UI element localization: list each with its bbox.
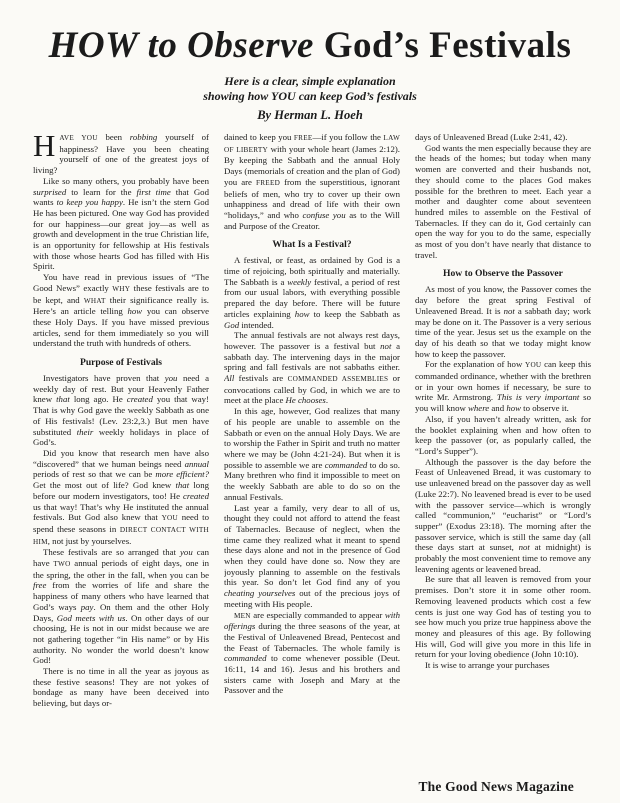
article-paragraph: As most of you know, the Passover comes the day before the great spring Festival of Unleavened Bread. It is not a sabbath day; work may be done on it. The Passover is a very serious time of the year. Jesus set us the example on the day of his death so that we today might know how to keep the passover. <box>415 284 591 359</box>
article-paragraph: HAVE YOU been robbing yourself of happiness? Have you been cheating yourself of one of the greatest joys of living? <box>33 132 209 176</box>
byline: By Herman L. Hoeh <box>257 108 363 122</box>
article-paragraph: For the explanation of how YOU can keep this commanded ordinance, whether with the brethren or in your own homes if necessary, be sure to write Mr. Armstrong. This is very important so you will know where and how to observe it. <box>415 359 591 414</box>
article-paragraph: Last year a family, very dear to all of us, thought they could not afford to attend the feast of Tabernacles. Because of neglect, when the time came they realized what it meant to spend these days alone and not in the presence of God when they could have done so. Now they are joyously planning to assemble on the festivals this year. So don’t let God find any of you cheating yourselves out of the precious joys of meeting with His people. <box>224 502 400 609</box>
dropcap-letter: H <box>33 132 56 163</box>
article-title-roman-part: God’s Festivals <box>313 25 572 66</box>
section-heading: How to Observe the Passover <box>443 268 563 280</box>
article-paragraph: Also, if you haven’t already written, ask for the booklet explaining when and how often to keep the passover (or, as popularly called, the “Lord’s Supper”). <box>415 413 591 456</box>
article-paragraph: Did you know that research men have also “discovered” that we human beings need annual periods of rest so that we can be more efficient? Get the most out of life? God knew that long before our modern investigators, too! He created us that way! That’s why He instituted the annual festivals. But God also knew that YOU need to spend these seasons in DIRECT CONTACT WITH HIM, not just by yourselves. <box>33 447 209 546</box>
subtitle-line-1: Here is a clear, simple explanation <box>224 74 396 88</box>
article-paragraph: It is wise to arrange your purchases <box>425 660 550 671</box>
article-paragraph: A festival, or feast, as ordained by God is a time of rejoicing, both spiritually and materially. The Sabbath is a weekly festival, a period of rest from our usual labors, with everything possible prepared the day before. There will be future articles explaining how to keep the Sabbath as God intended. <box>224 255 400 330</box>
article-paragraph: Be sure that all leaven is removed from your premises. Don’t store it in some other room. Removing leavened products which cost a few cents is just one way God has of testing you to see how much you prize true happiness above the money and pleasures of this age. By following His will, God will give you more in this life in return for your loving obedience (John 10:10). <box>415 574 591 660</box>
section-heading: What Is a Festival? <box>272 239 352 251</box>
article-column-1 <box>33 132 209 792</box>
article-paragraph: days of Unleavened Bread (Luke 2:41, 42). <box>415 132 568 142</box>
article-paragraph: These festivals are so arranged that you can have TWO annual periods of eight days, one in the spring, the other in the fall, when you can be free from the worries of life and share the happiness of many others who have learned that God’s ways pay. On them and the other Holy Days, God meets with us. On other days of our choosing, He is not in our midst because we are not gathering together “in His name” or by His authority. No wonder the world doesn’t know God! <box>33 547 209 666</box>
article-paragraph: dained to keep you FREE—if you follow the LAW OF LIBERTY with your whole heart (James 2:12). By keeping the Sabbath and the annual Holy Days (memorials of creation and the plan of God) you are FREED from the superstitious, ignorant beliefs of men, who try to cover up their own unhappiness and dread of life with their own “holidays,” and who confuse you as to the Will and Purpose of the Creator. <box>224 132 400 231</box>
article-paragraph: God wants the men especially because they are the heads of the homes; but today when many women are converted and their husbands not, they should come to the places God makes possible for the brethren to meet. Each year a mother and daughter come about seventeen hundred miles to assemble on the Festival of Tabernacles. If they can do it, God certainly can open the way for you to do the same, especially as most of you don’t have nearly that distance to travel. <box>415 142 591 260</box>
article-paragraph: The annual festivals are not always rest days, however. The passover is a festival but not a sabbath day. The intervening days in the major spring and fall festivals are not sabbaths either. All festivals are COMMANDED ASSEMBLIES or convocations called by God, in which we are to meet at the place He chooses. <box>224 330 400 406</box>
subtitle-line-2: showing how YOU can keep God’s festivals <box>203 89 417 103</box>
article-column-3 <box>415 132 591 792</box>
article-title-italic-part: HOW to Observe <box>48 25 314 66</box>
article-paragraph: In this age, however, God realizes that many of his people are unable to assemble on the Sabbath or even on the annual Holy Days. We are to worship the Father in Spirit and truth no matter where we may be (John 4:21-24). But when it is possible to assemble we are commanded to do so. Many brethren who find it impossible to meet on the weekly Sabbath are able to do so on the annual Festivals. <box>224 406 400 502</box>
article-paragraph: You have read in previous issues of “The Good News” exactly WHY these festivals are to be kept, and WHAT their significance really is. Here’s an article telling how you can observe these Holy Days. If you have missed previous articles, send for them immediately so you will understand the truth with hundreds of others. <box>33 272 209 349</box>
article-paragraph: Like so many others, you probably have been surprised to learn for the first time that God wants to keep you happy. He isn’t the stern God He has been pictured. One way God has provided for our happiness—our great joy—as well as growth and development in the true Christian life, is an opportunity for fellowship at His festivals with those whose hearts God has filled with His Spirit. <box>33 175 209 272</box>
magazine-name: The Good News Magazine <box>418 779 574 794</box>
article-title <box>0 0 620 66</box>
article-paragraph: There is no time in all the year as joyous as these festive seasons! They are not yokes of bondage as many have been deceived into believing, but days or- <box>33 666 209 709</box>
article-paragraph: Although the passover is the day before the Feast of Unleavened Bread, it was customary to use unleavened bread on the passover day as well (Luke 22:7). No leavened bread is ever to be used with the passover service—which is wrongly called “communion,” “eucharist” or “Lord’s supper” (Exodus 23:18). The morning after the passover service, which is still the same day (all these days start at sunset, not at midnight) is probably the most convenient time to remove any leavening agents or leavened bread. <box>415 456 591 574</box>
article-column-2 <box>224 132 400 792</box>
article-subtitle <box>0 74 620 104</box>
section-heading: Purpose of Festivals <box>79 357 163 369</box>
article-paragraph: MEN are especially commanded to appear with offerings during the three seasons of the year, at the Festival of Unleavened Bread, Pentecost and the Feast of Tabernacles. The whole family is commanded to come whenever possible (Deut. 16:11, 14 and 16). Jesus and his brothers and sisters came with Joseph and Mary at the Passover and the <box>224 609 400 696</box>
article-body <box>0 132 620 792</box>
article-paragraph: Investigators have proven that you need a weekly day of rest. But your Heavenly Father knew that long ago. He created you that way! That is why God gave the weekly Sabbath as one of His festivals! (Lev. 23:2,3.) But men have substituted their weekly holidays in place of God’s. <box>33 373 209 448</box>
